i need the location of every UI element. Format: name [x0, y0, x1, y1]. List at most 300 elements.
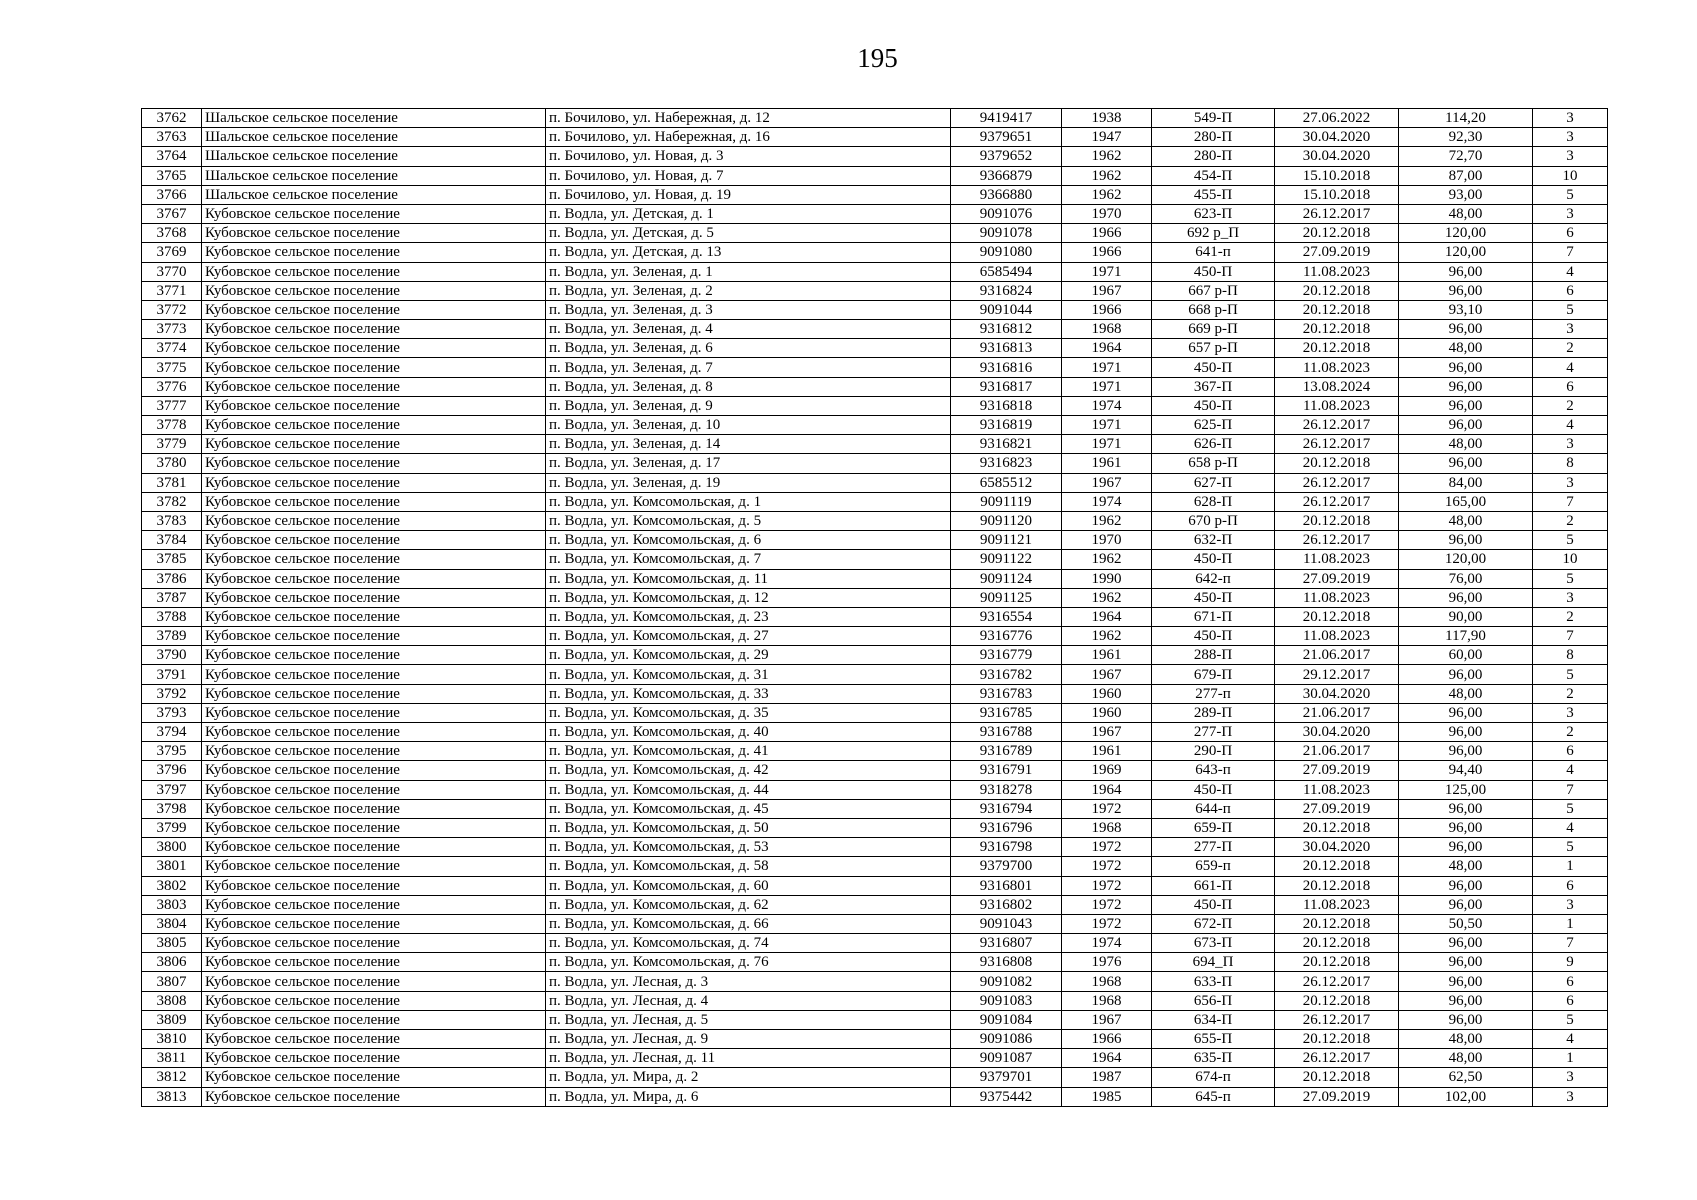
- decree-date-cell: 20.12.2018: [1275, 300, 1399, 319]
- table-row: [142, 799, 1608, 818]
- address-cell: п. Водла, ул. Комсомольская, д. 42: [546, 761, 951, 780]
- residents-count-cell: 3: [1533, 473, 1608, 492]
- settlement-name-cell: Кубовское сельское поселение: [202, 300, 546, 319]
- residents-count-cell: 6: [1533, 972, 1608, 991]
- settlement-name-cell: Кубовское сельское поселение: [202, 1049, 546, 1068]
- residents-count-cell: 2: [1533, 396, 1608, 415]
- cadastral-id-cell: 9379700: [951, 857, 1062, 876]
- row-number-cell: 3791: [142, 665, 202, 684]
- decree-number-cell: 627-П: [1152, 473, 1275, 492]
- build-year-cell: 1962: [1062, 166, 1152, 185]
- address-cell: п. Водла, ул. Комсомольская, д. 58: [546, 857, 951, 876]
- settlement-name-cell: Кубовское сельское поселение: [202, 492, 546, 511]
- table-row: [142, 511, 1608, 530]
- decree-number-cell: 450-П: [1152, 358, 1275, 377]
- residents-count-cell: 3: [1533, 435, 1608, 454]
- settlement-name-cell: Кубовское сельское поселение: [202, 550, 546, 569]
- table-row: [142, 224, 1608, 243]
- row-number-cell: 3783: [142, 511, 202, 530]
- area-cell: 125,00: [1399, 780, 1533, 799]
- decree-date-cell: 21.06.2017: [1275, 703, 1399, 722]
- decree-number-cell: 658 р-П: [1152, 454, 1275, 473]
- cadastral-id-cell: 9318278: [951, 780, 1062, 799]
- table-row: [142, 1049, 1608, 1068]
- cadastral-id-cell: 9316801: [951, 876, 1062, 895]
- cadastral-id-cell: 9316824: [951, 281, 1062, 300]
- address-cell: п. Водла, ул. Комсомольская, д. 66: [546, 914, 951, 933]
- row-number-cell: 3771: [142, 281, 202, 300]
- row-number-cell: 3792: [142, 684, 202, 703]
- build-year-cell: 1987: [1062, 1068, 1152, 1087]
- decree-date-cell: 20.12.2018: [1275, 607, 1399, 626]
- area-cell: 96,00: [1399, 358, 1533, 377]
- decree-date-cell: 11.08.2023: [1275, 895, 1399, 914]
- build-year-cell: 1960: [1062, 684, 1152, 703]
- residents-count-cell: 4: [1533, 1030, 1608, 1049]
- cadastral-id-cell: 9316776: [951, 627, 1062, 646]
- decree-number-cell: 625-П: [1152, 416, 1275, 435]
- cadastral-id-cell: 9316816: [951, 358, 1062, 377]
- cadastral-id-cell: 6585494: [951, 262, 1062, 281]
- table-row: [142, 588, 1608, 607]
- row-number-cell: 3799: [142, 818, 202, 837]
- build-year-cell: 1964: [1062, 780, 1152, 799]
- address-cell: п. Водла, ул. Комсомольская, д. 41: [546, 742, 951, 761]
- area-cell: 96,00: [1399, 895, 1533, 914]
- residents-count-cell: 5: [1533, 569, 1608, 588]
- cadastral-id-cell: 9366880: [951, 185, 1062, 204]
- build-year-cell: 1970: [1062, 531, 1152, 550]
- area-cell: 96,00: [1399, 588, 1533, 607]
- build-year-cell: 1964: [1062, 1049, 1152, 1068]
- settlement-name-cell: Кубовское сельское поселение: [202, 416, 546, 435]
- decree-number-cell: 655-П: [1152, 1030, 1275, 1049]
- residents-count-cell: 5: [1533, 300, 1608, 319]
- cadastral-id-cell: 9316808: [951, 953, 1062, 972]
- residents-count-cell: 5: [1533, 799, 1608, 818]
- address-cell: п. Водла, ул. Комсомольская, д. 6: [546, 531, 951, 550]
- residents-count-cell: 10: [1533, 550, 1608, 569]
- row-number-cell: 3779: [142, 435, 202, 454]
- table-row: [142, 531, 1608, 550]
- table-row: [142, 281, 1608, 300]
- settlement-name-cell: Шальское сельское поселение: [202, 166, 546, 185]
- decree-number-cell: 290-П: [1152, 742, 1275, 761]
- settlement-name-cell: Шальское сельское поселение: [202, 128, 546, 147]
- row-number-cell: 3773: [142, 320, 202, 339]
- settlement-name-cell: Кубовское сельское поселение: [202, 799, 546, 818]
- build-year-cell: 1964: [1062, 339, 1152, 358]
- row-number-cell: 3785: [142, 550, 202, 569]
- settlement-name-cell: Шальское сельское поселение: [202, 109, 546, 128]
- settlement-name-cell: Кубовское сельское поселение: [202, 818, 546, 837]
- build-year-cell: 1938: [1062, 109, 1152, 128]
- row-number-cell: 3774: [142, 339, 202, 358]
- cadastral-id-cell: 9379651: [951, 128, 1062, 147]
- settlement-name-cell: Кубовское сельское поселение: [202, 646, 546, 665]
- address-cell: п. Водла, ул. Комсомольская, д. 62: [546, 895, 951, 914]
- table-row: [142, 761, 1608, 780]
- settlement-name-cell: Кубовское сельское поселение: [202, 953, 546, 972]
- area-cell: 93,00: [1399, 185, 1533, 204]
- cadastral-id-cell: 9091084: [951, 1010, 1062, 1029]
- cadastral-id-cell: 9091082: [951, 972, 1062, 991]
- settlement-name-cell: Кубовское сельское поселение: [202, 703, 546, 722]
- decree-number-cell: 632-П: [1152, 531, 1275, 550]
- decree-date-cell: 30.04.2020: [1275, 723, 1399, 742]
- residents-count-cell: 2: [1533, 723, 1608, 742]
- area-cell: 48,00: [1399, 435, 1533, 454]
- table-row: [142, 416, 1608, 435]
- row-number-cell: 3788: [142, 607, 202, 626]
- build-year-cell: 1972: [1062, 857, 1152, 876]
- settlement-name-cell: Кубовское сельское поселение: [202, 1087, 546, 1106]
- settlement-name-cell: Кубовское сельское поселение: [202, 262, 546, 281]
- settlement-name-cell: Кубовское сельское поселение: [202, 876, 546, 895]
- settlement-name-cell: Кубовское сельское поселение: [202, 588, 546, 607]
- decree-date-cell: 30.04.2020: [1275, 128, 1399, 147]
- settlement-name-cell: Кубовское сельское поселение: [202, 204, 546, 223]
- decree-number-cell: 657 р-П: [1152, 339, 1275, 358]
- settlement-name-cell: Кубовское сельское поселение: [202, 511, 546, 530]
- row-number-cell: 3811: [142, 1049, 202, 1068]
- decree-number-cell: 692 р_П: [1152, 224, 1275, 243]
- residents-count-cell: 7: [1533, 243, 1608, 262]
- address-cell: п. Водла, ул. Комсомольская, д. 7: [546, 550, 951, 569]
- settlement-name-cell: Кубовское сельское поселение: [202, 435, 546, 454]
- decree-number-cell: 694_П: [1152, 953, 1275, 972]
- table-row: [142, 550, 1608, 569]
- cadastral-id-cell: 9316818: [951, 396, 1062, 415]
- cadastral-id-cell: 9091083: [951, 991, 1062, 1010]
- decree-date-cell: 20.12.2018: [1275, 934, 1399, 953]
- decree-number-cell: 669 р-П: [1152, 320, 1275, 339]
- area-cell: 84,00: [1399, 473, 1533, 492]
- decree-number-cell: 642-п: [1152, 569, 1275, 588]
- area-cell: 96,00: [1399, 838, 1533, 857]
- residents-count-cell: 6: [1533, 742, 1608, 761]
- settlement-name-cell: Кубовское сельское поселение: [202, 1030, 546, 1049]
- address-cell: п. Водла, ул. Зеленая, д. 3: [546, 300, 951, 319]
- decree-date-cell: 11.08.2023: [1275, 550, 1399, 569]
- cadastral-id-cell: 9316783: [951, 684, 1062, 703]
- row-number-cell: 3809: [142, 1010, 202, 1029]
- area-cell: 96,00: [1399, 972, 1533, 991]
- settlement-name-cell: Кубовское сельское поселение: [202, 838, 546, 857]
- area-cell: 48,00: [1399, 511, 1533, 530]
- decree-number-cell: 644-п: [1152, 799, 1275, 818]
- build-year-cell: 1971: [1062, 377, 1152, 396]
- decree-date-cell: 13.08.2024: [1275, 377, 1399, 396]
- decree-date-cell: 11.08.2023: [1275, 262, 1399, 281]
- decree-date-cell: 30.04.2020: [1275, 684, 1399, 703]
- decree-date-cell: 26.12.2017: [1275, 492, 1399, 511]
- cadastral-id-cell: 9316789: [951, 742, 1062, 761]
- build-year-cell: 1966: [1062, 300, 1152, 319]
- table-row: [142, 109, 1608, 128]
- area-cell: 120,00: [1399, 550, 1533, 569]
- decree-date-cell: 20.12.2018: [1275, 876, 1399, 895]
- row-number-cell: 3787: [142, 588, 202, 607]
- table-row: [142, 377, 1608, 396]
- decree-number-cell: 623-П: [1152, 204, 1275, 223]
- decree-date-cell: 20.12.2018: [1275, 320, 1399, 339]
- row-number-cell: 3776: [142, 377, 202, 396]
- decree-number-cell: 288-П: [1152, 646, 1275, 665]
- row-number-cell: 3803: [142, 895, 202, 914]
- settlement-name-cell: Кубовское сельское поселение: [202, 339, 546, 358]
- table-row: [142, 396, 1608, 415]
- decree-number-cell: 645-п: [1152, 1087, 1275, 1106]
- settlement-name-cell: Кубовское сельское поселение: [202, 377, 546, 396]
- decree-number-cell: 367-П: [1152, 377, 1275, 396]
- build-year-cell: 1972: [1062, 895, 1152, 914]
- decree-date-cell: 30.04.2020: [1275, 838, 1399, 857]
- settlement-name-cell: Кубовское сельское поселение: [202, 320, 546, 339]
- area-cell: 92,30: [1399, 128, 1533, 147]
- build-year-cell: 1972: [1062, 914, 1152, 933]
- decree-date-cell: 20.12.2018: [1275, 818, 1399, 837]
- settlement-name-cell: Кубовское сельское поселение: [202, 243, 546, 262]
- area-cell: 102,00: [1399, 1087, 1533, 1106]
- table-row: [142, 262, 1608, 281]
- table-row: [142, 300, 1608, 319]
- decree-date-cell: 20.12.2018: [1275, 224, 1399, 243]
- cadastral-id-cell: 9316779: [951, 646, 1062, 665]
- table-body: [142, 109, 1608, 1107]
- address-cell: п. Водла, ул. Комсомольская, д. 53: [546, 838, 951, 857]
- area-cell: 48,00: [1399, 339, 1533, 358]
- table-row: [142, 627, 1608, 646]
- area-cell: 62,50: [1399, 1068, 1533, 1087]
- decree-number-cell: 280-П: [1152, 147, 1275, 166]
- decree-number-cell: 450-П: [1152, 627, 1275, 646]
- decree-date-cell: 20.12.2018: [1275, 991, 1399, 1010]
- residents-count-cell: 1: [1533, 857, 1608, 876]
- area-cell: 94,40: [1399, 761, 1533, 780]
- area-cell: 96,00: [1399, 876, 1533, 895]
- decree-number-cell: 277-П: [1152, 723, 1275, 742]
- decree-number-cell: 634-П: [1152, 1010, 1275, 1029]
- decree-number-cell: 643-п: [1152, 761, 1275, 780]
- address-cell: п. Водла, ул. Лесная, д. 5: [546, 1010, 951, 1029]
- area-cell: 48,00: [1399, 1030, 1533, 1049]
- build-year-cell: 1985: [1062, 1087, 1152, 1106]
- table-row: [142, 339, 1608, 358]
- row-number-cell: 3813: [142, 1087, 202, 1106]
- table-row: [142, 953, 1608, 972]
- area-cell: 96,00: [1399, 799, 1533, 818]
- area-cell: 96,00: [1399, 991, 1533, 1010]
- decree-date-cell: 20.12.2018: [1275, 914, 1399, 933]
- residents-count-cell: 3: [1533, 1068, 1608, 1087]
- residents-count-cell: 7: [1533, 492, 1608, 511]
- decree-date-cell: 26.12.2017: [1275, 1049, 1399, 1068]
- row-number-cell: 3812: [142, 1068, 202, 1087]
- build-year-cell: 1966: [1062, 224, 1152, 243]
- build-year-cell: 1961: [1062, 454, 1152, 473]
- row-number-cell: 3802: [142, 876, 202, 895]
- cadastral-id-cell: 9316554: [951, 607, 1062, 626]
- address-cell: п. Водла, ул. Комсомольская, д. 29: [546, 646, 951, 665]
- decree-date-cell: 15.10.2018: [1275, 185, 1399, 204]
- cadastral-id-cell: 9316788: [951, 723, 1062, 742]
- decree-date-cell: 27.06.2022: [1275, 109, 1399, 128]
- settlement-name-cell: Кубовское сельское поселение: [202, 972, 546, 991]
- decree-number-cell: 450-П: [1152, 262, 1275, 281]
- build-year-cell: 1964: [1062, 607, 1152, 626]
- decree-date-cell: 26.12.2017: [1275, 204, 1399, 223]
- decree-date-cell: 11.08.2023: [1275, 588, 1399, 607]
- settlement-name-cell: Кубовское сельское поселение: [202, 531, 546, 550]
- table-row: [142, 607, 1608, 626]
- settlement-name-cell: Шальское сельское поселение: [202, 185, 546, 204]
- build-year-cell: 1967: [1062, 473, 1152, 492]
- decree-number-cell: 549-П: [1152, 109, 1275, 128]
- table-row: [142, 934, 1608, 953]
- area-cell: 48,00: [1399, 1049, 1533, 1068]
- build-year-cell: 1972: [1062, 876, 1152, 895]
- area-cell: 48,00: [1399, 857, 1533, 876]
- table-row: [142, 838, 1608, 857]
- build-year-cell: 1974: [1062, 934, 1152, 953]
- residents-count-cell: 4: [1533, 761, 1608, 780]
- residents-count-cell: 6: [1533, 876, 1608, 895]
- table-row: [142, 492, 1608, 511]
- address-cell: п. Водла, ул. Комсомольская, д. 33: [546, 684, 951, 703]
- decree-date-cell: 27.09.2019: [1275, 761, 1399, 780]
- residents-count-cell: 3: [1533, 147, 1608, 166]
- row-number-cell: 3765: [142, 166, 202, 185]
- address-cell: п. Водла, ул. Зеленая, д. 2: [546, 281, 951, 300]
- cadastral-id-cell: 9316821: [951, 435, 1062, 454]
- build-year-cell: 1990: [1062, 569, 1152, 588]
- build-year-cell: 1961: [1062, 742, 1152, 761]
- settlement-name-cell: Кубовское сельское поселение: [202, 358, 546, 377]
- residents-count-cell: 2: [1533, 684, 1608, 703]
- cadastral-id-cell: 9091086: [951, 1030, 1062, 1049]
- decree-number-cell: 450-П: [1152, 588, 1275, 607]
- table-row: [142, 185, 1608, 204]
- residents-count-cell: 4: [1533, 416, 1608, 435]
- cadastral-id-cell: 9091080: [951, 243, 1062, 262]
- decree-number-cell: 667 р-П: [1152, 281, 1275, 300]
- address-cell: п. Водла, ул. Комсомольская, д. 76: [546, 953, 951, 972]
- build-year-cell: 1962: [1062, 511, 1152, 530]
- cadastral-id-cell: 9316798: [951, 838, 1062, 857]
- build-year-cell: 1960: [1062, 703, 1152, 722]
- cadastral-id-cell: 9379652: [951, 147, 1062, 166]
- area-cell: 96,00: [1399, 281, 1533, 300]
- address-cell: п. Бочилово, ул. Новая, д. 19: [546, 185, 951, 204]
- row-number-cell: 3766: [142, 185, 202, 204]
- decree-date-cell: 26.12.2017: [1275, 1010, 1399, 1029]
- table-row: [142, 1087, 1608, 1106]
- address-cell: п. Водла, ул. Зеленая, д. 4: [546, 320, 951, 339]
- residents-count-cell: 2: [1533, 511, 1608, 530]
- residents-count-cell: 5: [1533, 185, 1608, 204]
- settlement-name-cell: Кубовское сельское поселение: [202, 857, 546, 876]
- residents-count-cell: 4: [1533, 262, 1608, 281]
- table-row: [142, 454, 1608, 473]
- residents-count-cell: 7: [1533, 627, 1608, 646]
- cadastral-id-cell: 9091125: [951, 588, 1062, 607]
- cadastral-id-cell: 9091043: [951, 914, 1062, 933]
- address-cell: п. Водла, ул. Зеленая, д. 10: [546, 416, 951, 435]
- area-cell: 120,00: [1399, 243, 1533, 262]
- decree-date-cell: 11.08.2023: [1275, 627, 1399, 646]
- cadastral-id-cell: 9316823: [951, 454, 1062, 473]
- decree-date-cell: 15.10.2018: [1275, 166, 1399, 185]
- decree-number-cell: 289-П: [1152, 703, 1275, 722]
- residents-count-cell: 7: [1533, 934, 1608, 953]
- residents-count-cell: 4: [1533, 818, 1608, 837]
- row-number-cell: 3807: [142, 972, 202, 991]
- settlement-name-cell: Кубовское сельское поселение: [202, 684, 546, 703]
- table-row: [142, 646, 1608, 665]
- row-number-cell: 3782: [142, 492, 202, 511]
- decree-date-cell: 29.12.2017: [1275, 665, 1399, 684]
- residents-count-cell: 5: [1533, 665, 1608, 684]
- settlement-name-cell: Кубовское сельское поселение: [202, 914, 546, 933]
- cadastral-id-cell: 9091120: [951, 511, 1062, 530]
- settlement-name-cell: Кубовское сельское поселение: [202, 665, 546, 684]
- settlement-name-cell: Кубовское сельское поселение: [202, 780, 546, 799]
- residents-count-cell: 5: [1533, 531, 1608, 550]
- decree-number-cell: 659-п: [1152, 857, 1275, 876]
- table-row: [142, 895, 1608, 914]
- decree-date-cell: 20.12.2018: [1275, 511, 1399, 530]
- settlement-name-cell: Кубовское сельское поселение: [202, 1010, 546, 1029]
- cadastral-id-cell: 9316782: [951, 665, 1062, 684]
- residents-count-cell: 4: [1533, 358, 1608, 377]
- row-number-cell: 3772: [142, 300, 202, 319]
- table-row: [142, 1010, 1608, 1029]
- cadastral-id-cell: 6585512: [951, 473, 1062, 492]
- address-cell: п. Водла, ул. Зеленая, д. 9: [546, 396, 951, 415]
- table-row: [142, 723, 1608, 742]
- row-number-cell: 3801: [142, 857, 202, 876]
- row-number-cell: 3769: [142, 243, 202, 262]
- decree-number-cell: 656-П: [1152, 991, 1275, 1010]
- table-row: [142, 147, 1608, 166]
- row-number-cell: 3798: [142, 799, 202, 818]
- build-year-cell: 1968: [1062, 972, 1152, 991]
- cadastral-id-cell: 9316819: [951, 416, 1062, 435]
- row-number-cell: 3800: [142, 838, 202, 857]
- settlement-name-cell: Кубовское сельское поселение: [202, 742, 546, 761]
- settlement-name-cell: Кубовское сельское поселение: [202, 473, 546, 492]
- cadastral-id-cell: 9419417: [951, 109, 1062, 128]
- decree-date-cell: 21.06.2017: [1275, 646, 1399, 665]
- build-year-cell: 1968: [1062, 818, 1152, 837]
- build-year-cell: 1961: [1062, 646, 1152, 665]
- settlement-name-cell: Кубовское сельское поселение: [202, 1068, 546, 1087]
- row-number-cell: 3770: [142, 262, 202, 281]
- address-cell: п. Водла, ул. Детская, д. 5: [546, 224, 951, 243]
- area-cell: 96,00: [1399, 262, 1533, 281]
- decree-date-cell: 26.12.2017: [1275, 416, 1399, 435]
- area-cell: 117,90: [1399, 627, 1533, 646]
- decree-number-cell: 450-П: [1152, 895, 1275, 914]
- area-cell: 48,00: [1399, 684, 1533, 703]
- address-cell: п. Водла, ул. Мира, д. 6: [546, 1087, 951, 1106]
- area-cell: 165,00: [1399, 492, 1533, 511]
- table-row: [142, 435, 1608, 454]
- decree-date-cell: 30.04.2020: [1275, 147, 1399, 166]
- address-cell: п. Водла, ул. Комсомольская, д. 35: [546, 703, 951, 722]
- area-cell: 120,00: [1399, 224, 1533, 243]
